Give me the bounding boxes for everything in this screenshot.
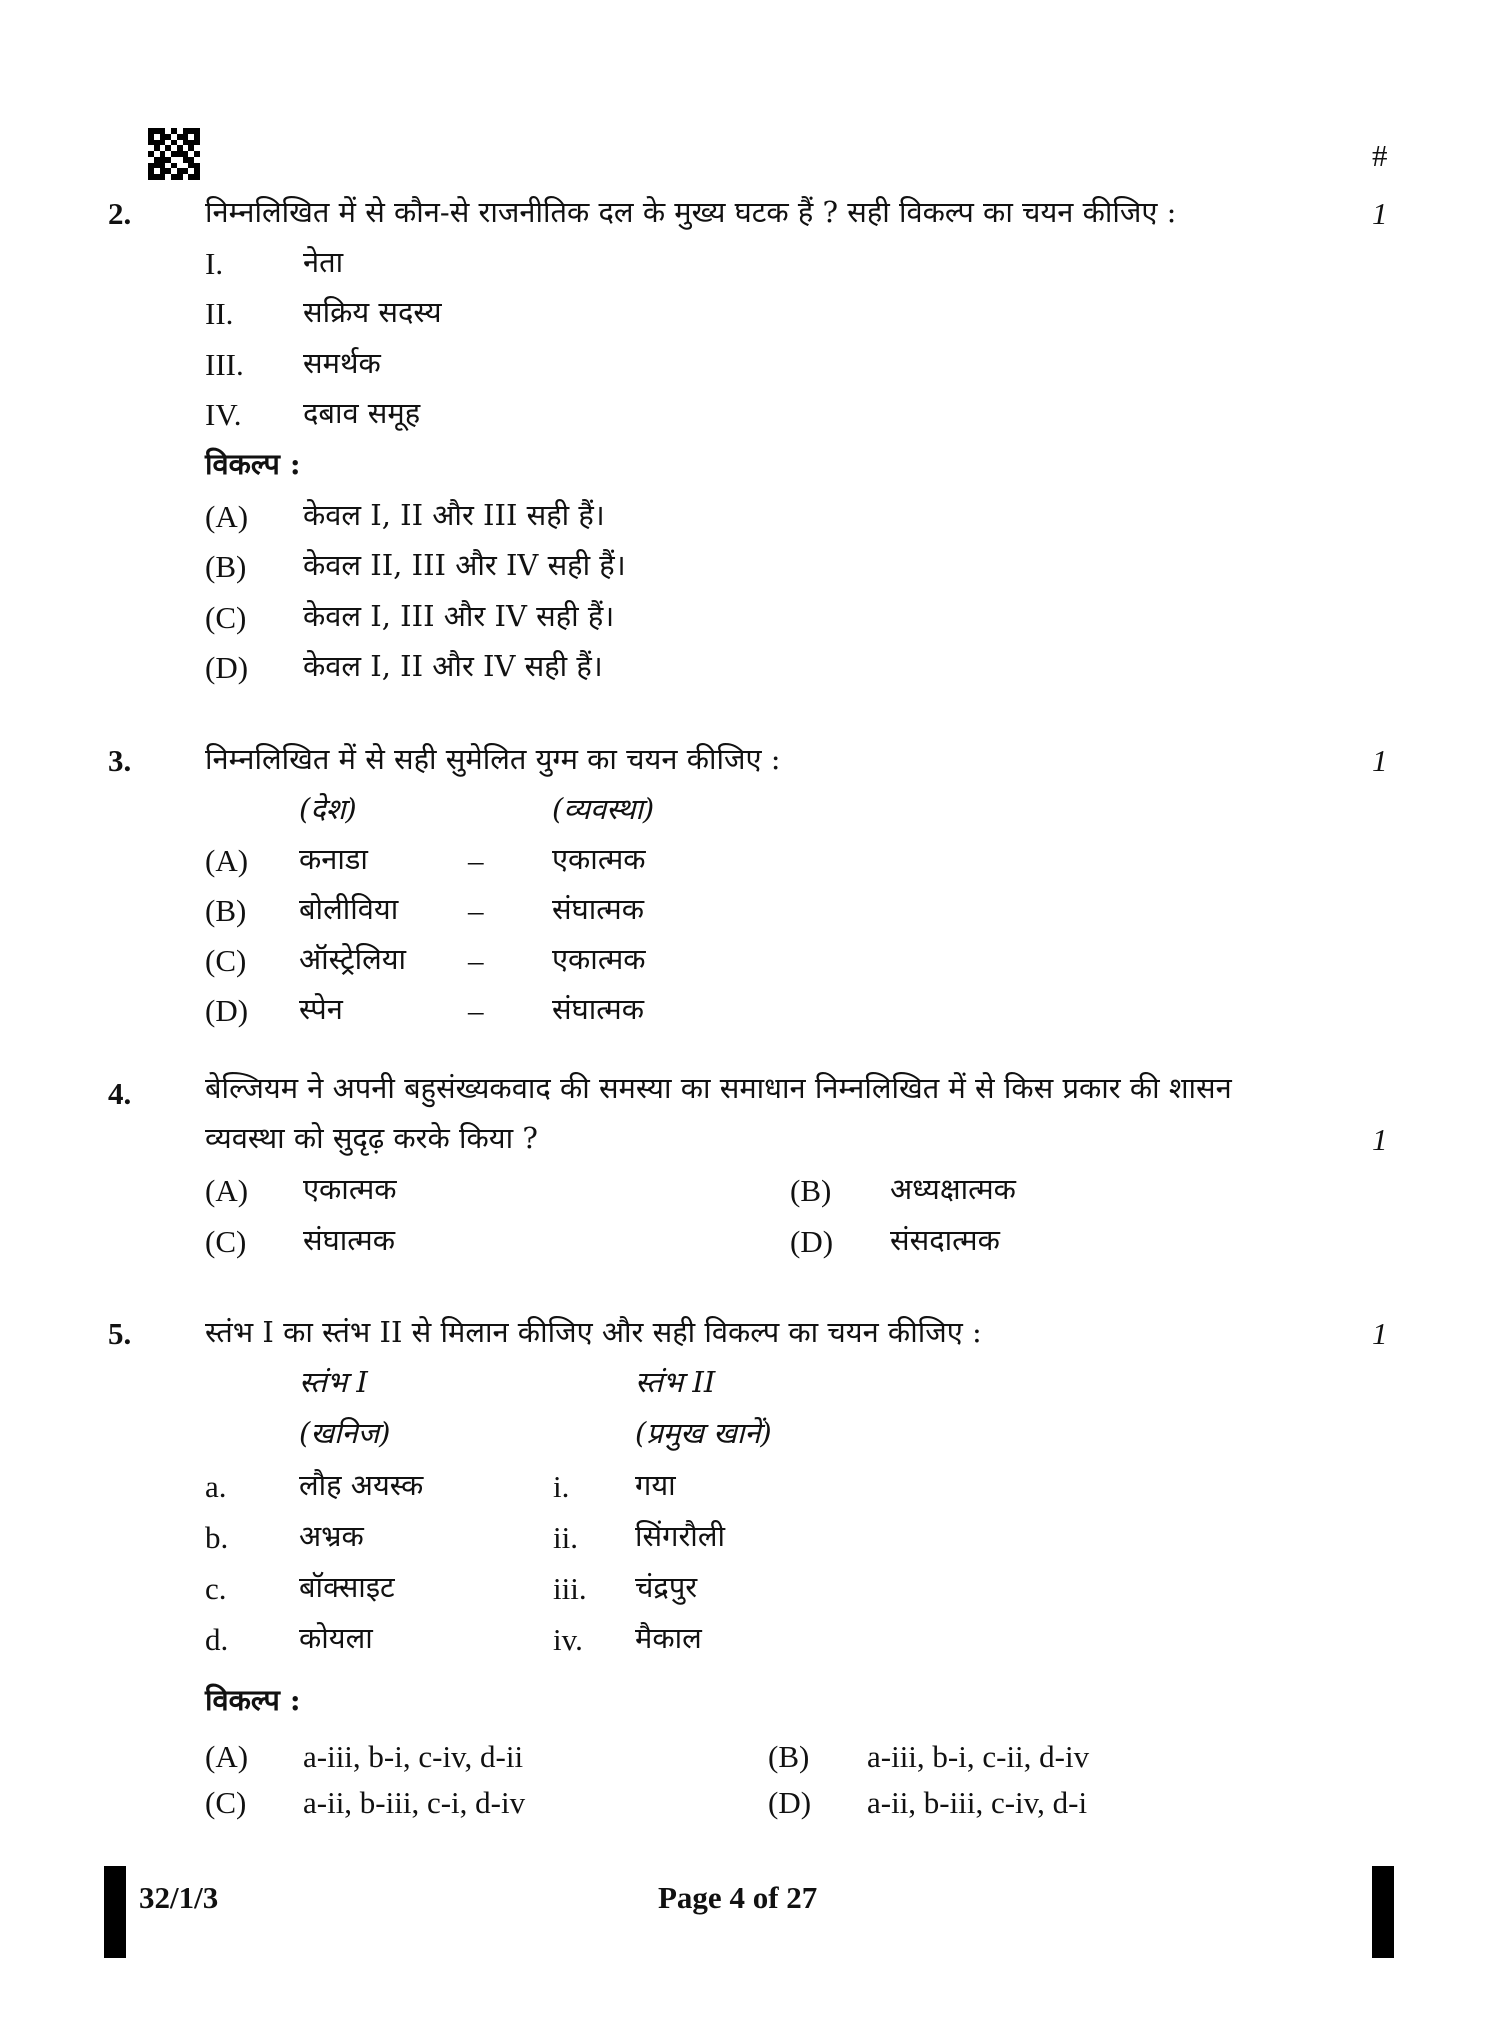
option-label: (A) bbox=[205, 843, 249, 878]
item-label: I. bbox=[205, 246, 224, 281]
option-text: a-iii, b-i, c-ii, d-iv bbox=[867, 1739, 1090, 1774]
column-heading-2: स्तंभ II bbox=[635, 1365, 716, 1399]
column-subheading-2: (प्रमुख खानें) bbox=[635, 1416, 772, 1450]
row-mineral: बॉक्साइट bbox=[299, 1570, 395, 1604]
row-mine: सिंगरौली bbox=[635, 1519, 725, 1553]
question-text: स्तंभ I का स्तंभ II से मिलान कीजिए और सही विकल्प का चयन कीजिए : bbox=[205, 1315, 982, 1349]
row-mineral: अभ्रक bbox=[299, 1519, 364, 1553]
qr-code-icon bbox=[148, 128, 200, 180]
option-label: (D) bbox=[768, 1785, 812, 1820]
option-text: अध्यक्षात्मक bbox=[890, 1172, 1016, 1206]
item-text: सक्रिय सदस्य bbox=[303, 295, 442, 329]
option-label: (A) bbox=[205, 499, 249, 534]
item-text: दबाव समूह bbox=[303, 396, 421, 430]
item-text: नेता bbox=[303, 245, 344, 279]
option-text: केवल II, III और IV सही हैं। bbox=[303, 548, 626, 582]
column-heading-1: स्तंभ I bbox=[299, 1365, 368, 1399]
option-label: (B) bbox=[205, 549, 247, 584]
option-system: एकात्मक bbox=[552, 842, 646, 876]
question-number: 5. bbox=[108, 1316, 132, 1351]
option-text: केवल I, III और IV सही हैं। bbox=[303, 599, 615, 633]
option-system: एकात्मक bbox=[552, 942, 646, 976]
option-country: कनाडा bbox=[299, 842, 368, 876]
item-label: II. bbox=[205, 296, 234, 331]
option-text: संसदात्मक bbox=[890, 1223, 1000, 1257]
question-marks: 1 bbox=[1372, 1122, 1388, 1157]
option-country: बोलीविया bbox=[299, 892, 399, 926]
options-heading: विकल्प : bbox=[205, 447, 301, 481]
page-number: Page 4 of 27 bbox=[658, 1880, 818, 1915]
column-heading-system: (व्यवस्था) bbox=[552, 792, 655, 826]
option-label: (D) bbox=[205, 650, 249, 685]
option-label: (B) bbox=[205, 893, 247, 928]
option-label: (A) bbox=[205, 1739, 249, 1774]
row-roman: i. bbox=[553, 1469, 570, 1504]
option-label: (D) bbox=[205, 993, 249, 1028]
question-text: निम्नलिखित में से सही सुमेलित युग्म का चयन कीजिए : bbox=[205, 742, 781, 776]
row-mine: चंद्रपुर bbox=[635, 1570, 698, 1604]
option-text: a-ii, b-iii, c-iv, d-i bbox=[867, 1785, 1088, 1820]
option-label: (C) bbox=[205, 600, 247, 635]
row-mine: मैकाल bbox=[635, 1621, 702, 1655]
question-marks: 1 bbox=[1372, 1316, 1388, 1351]
options-heading: विकल्प : bbox=[205, 1683, 301, 1717]
row-roman: iii. bbox=[553, 1571, 587, 1606]
option-label: (B) bbox=[768, 1739, 810, 1774]
question-number: 2. bbox=[108, 196, 132, 231]
option-text: केवल I, II और IV सही हैं। bbox=[303, 649, 603, 683]
option-country: ऑस्ट्रेलिया bbox=[299, 942, 407, 976]
question-number: 3. bbox=[108, 743, 132, 778]
left-footer-bar bbox=[104, 1866, 126, 1958]
question-text: निम्नलिखित में से कौन-से राजनीतिक दल के मुख्य घटक हैं ? सही विकल्प का चयन कीजिए : bbox=[205, 195, 1177, 229]
row-mine: गया bbox=[635, 1468, 676, 1502]
option-label: (D) bbox=[790, 1224, 834, 1259]
option-label: (B) bbox=[790, 1173, 832, 1208]
option-label: (C) bbox=[205, 1785, 247, 1820]
option-system: संघात्मक bbox=[552, 992, 645, 1026]
option-label: (C) bbox=[205, 1224, 247, 1259]
paper-code: 32/1/3 bbox=[139, 1880, 219, 1915]
row-roman: ii. bbox=[553, 1520, 578, 1555]
row-roman: iv. bbox=[553, 1622, 583, 1657]
column-subheading-1: (खनिज) bbox=[299, 1416, 391, 1450]
option-label: (C) bbox=[205, 943, 247, 978]
option-label: (A) bbox=[205, 1173, 249, 1208]
question-text: बेल्जियम ने अपनी बहुसंख्यकवाद की समस्या का समाधान निम्नलिखित में से किस प्रकार की शासन bbox=[205, 1071, 1232, 1105]
option-country: स्पेन bbox=[299, 992, 343, 1026]
row-label: b. bbox=[205, 1520, 229, 1555]
page-hash-mark: # bbox=[1372, 138, 1388, 173]
option-text: संघात्मक bbox=[303, 1223, 396, 1257]
question-number: 4. bbox=[108, 1076, 132, 1111]
option-text: केवल I, II और III सही हैं। bbox=[303, 498, 605, 532]
option-dash: – bbox=[468, 993, 484, 1028]
item-text: समर्थक bbox=[303, 346, 381, 380]
question-text: व्यवस्था को सुदृढ़ करके किया ? bbox=[205, 1121, 538, 1155]
option-dash: – bbox=[468, 893, 484, 928]
row-mineral: कोयला bbox=[299, 1621, 373, 1655]
item-label: III. bbox=[205, 347, 244, 382]
row-mineral: लौह अयस्क bbox=[299, 1468, 424, 1502]
question-marks: 1 bbox=[1372, 743, 1388, 778]
question-marks: 1 bbox=[1372, 196, 1388, 231]
option-text: a-iii, b-i, c-iv, d-ii bbox=[303, 1739, 524, 1774]
right-footer-bar bbox=[1372, 1866, 1394, 1958]
option-dash: – bbox=[468, 843, 484, 878]
column-heading-country: (देश) bbox=[299, 792, 357, 826]
row-label: a. bbox=[205, 1469, 227, 1504]
option-text: एकात्मक bbox=[303, 1172, 397, 1206]
option-system: संघात्मक bbox=[552, 892, 645, 926]
option-text: a-ii, b-iii, c-i, d-iv bbox=[303, 1785, 526, 1820]
row-label: d. bbox=[205, 1622, 229, 1657]
row-label: c. bbox=[205, 1571, 227, 1606]
item-label: IV. bbox=[205, 397, 242, 432]
option-dash: – bbox=[468, 943, 484, 978]
